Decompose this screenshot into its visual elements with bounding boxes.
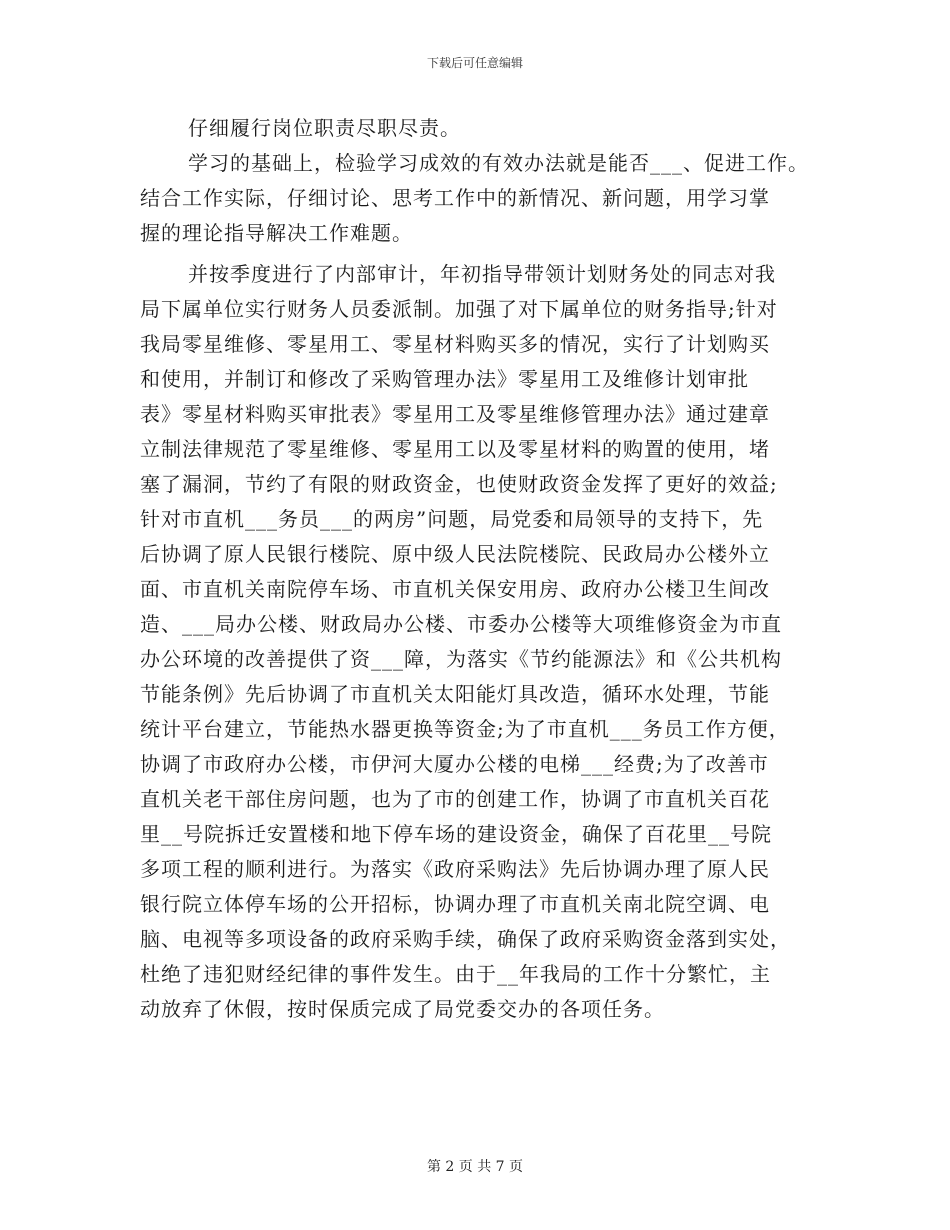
text-line: 脑、电视等多项设备的政府采购手续，确保了政府采购资金落到实处， — [140, 927, 791, 951]
text-line: 造、___局办公楼、财政局办公楼、市委办公楼等大项维修资金为市直 — [140, 612, 782, 636]
text-line: 表》零星材料购买审批表》零星用工及零星维修管理办法》通过建章 — [140, 402, 770, 426]
text-line: 并按季度进行了内部审计，年初指导带领计划财务处的同志对我 — [188, 262, 776, 286]
text-line: 多项工程的顺利进行。为落实《政府采购法》先后协调办理了原人民 — [140, 857, 770, 881]
page-header: 下载后可任意编辑 — [426, 56, 523, 70]
text-line: 针对市直机___务员___的两房”问题，局党委和局领导的支持下，先 — [140, 507, 764, 531]
text-line: 我局零星维修、零星用工、零星材料购买多的情况，实行了计划购买 — [140, 332, 770, 356]
text-line: 塞了漏洞，节约了有限的财政资金，也使财政资金发挥了更好的效益; — [140, 472, 778, 496]
text-line: 杜绝了违犯财经纪律的事件发生。由于__年我局的工作十分繁忙，主 — [140, 962, 771, 986]
text-line: 学习的基础上，检验学习成效的有效办法就是能否___、促进工作。 — [188, 151, 809, 175]
text-line: 后协调了原人民银行楼院、原中级人民法院楼院、民政局办公楼外立 — [140, 542, 770, 566]
text-line: 结合工作实际，仔细讨论、思考工作中的新情况、新问题，用学习掌 — [140, 186, 770, 210]
text-line: 统计平台建立，节能热水器更换等资金;为了市直机___务员工作方便， — [140, 717, 790, 741]
text-line: 协调了市政府办公楼，市伊河大厦办公楼的电梯___经费;为了改善市 — [140, 752, 769, 776]
text-line: 银行院立体停车场的公开招标，协调办理了市直机关南北院空调、电 — [140, 892, 770, 916]
text-line: 立制法律规范了零星维修、零星用工以及零星材料的购置的使用，堵 — [140, 437, 770, 461]
text-line: 动放弃了休假，按时保质完成了局党委交办的各项任务。 — [140, 997, 665, 1021]
text-line: 握的理论指导解决工作难题。 — [140, 221, 413, 245]
text-line: 面、市直机关南院停车场、市直机关保安用房、政府办公楼卫生间改 — [140, 577, 770, 601]
text-line: 里__号院拆迁安置楼和地下停车场的建设资金，确保了百花里__号院 — [140, 822, 772, 846]
text-line: 和使用，并制订和修改了采购管理办法》零星用工及维修计划审批 — [140, 367, 749, 391]
text-line: 办公环境的改善提供了资___障，为落实《节约能源法》和《公共机构 — [140, 647, 782, 671]
text-line: 直机关老干部住房问题，也为了市的创建工作，协调了市直机关百花 — [140, 787, 770, 811]
text-line: 局下属单位实行财务人员委派制。加强了对下属单位的财务指导;针对 — [140, 297, 778, 321]
text-line: 节能条例》先后协调了市直机关太阳能灯具改造，循环水处理，节能 — [140, 682, 770, 706]
text-line: 仔细履行岗位职责尽职尽责。 — [188, 116, 461, 140]
page-number: 第 2 页 共 7 页 — [426, 1159, 524, 1175]
